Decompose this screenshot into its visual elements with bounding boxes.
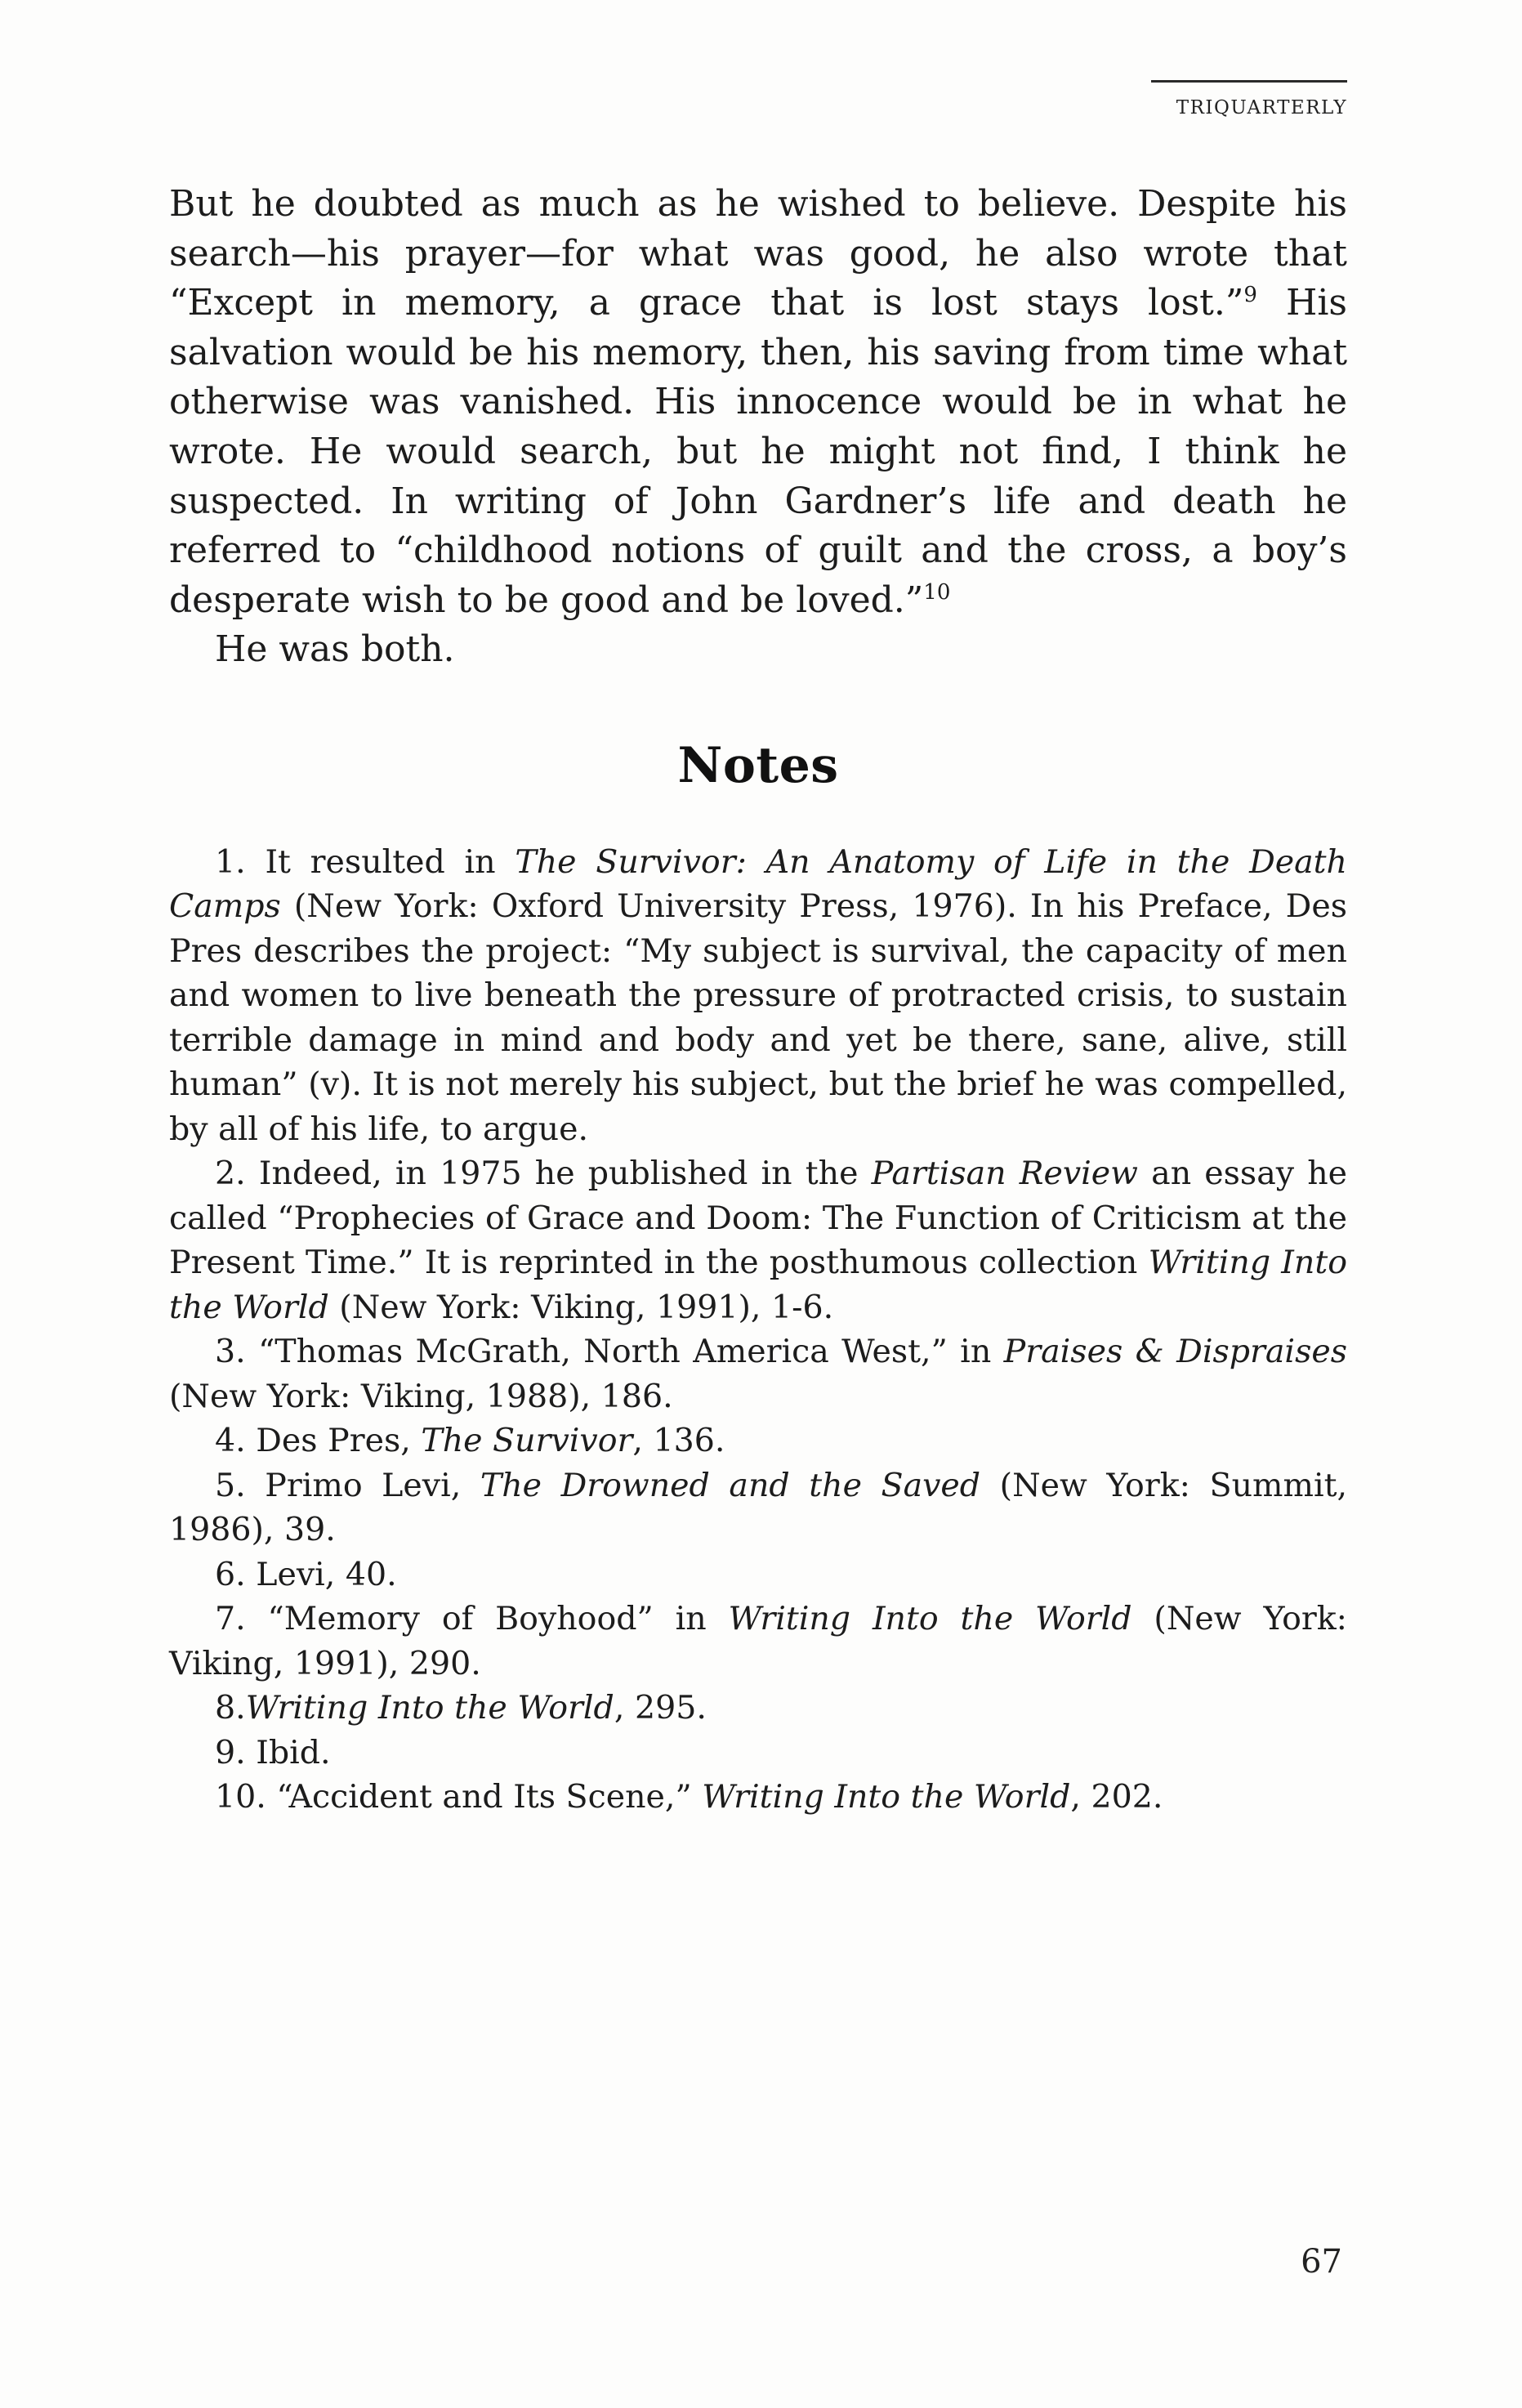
footnote-item [169,1329,1347,1418]
footnote-text: Levi, 40. [256,1555,397,1593]
page-number: 67 [1301,2243,1342,2281]
footnote-title-italic: The Survivor [421,1422,633,1460]
text-block [169,180,1347,1820]
footnote-number: 7. [215,1600,246,1638]
footnote-ref-10[interactable]: 10 [923,579,951,605]
footnote-item [169,1597,1347,1686]
footnote-text: Des Pres, [256,1422,422,1460]
footnote-text: (New York: Viking, 1991), 290. [169,1600,1347,1682]
footnote-number: 6. [215,1555,246,1593]
footnote-text: “Accident and Its Scene,” [276,1778,703,1816]
footnote-ref-9[interactable]: 9 [1243,283,1257,308]
footnote-text: , 136. [632,1422,725,1460]
footnote-text: (New York: Viking, 1988), 186. [169,1377,673,1415]
footnote-text: Indeed, in 1975 he published in the [258,1155,872,1193]
footnote-title-italic: Writing Into the World [169,1244,1348,1326]
footnote-text: (New York: Summit, 1986), 39. [169,1466,1348,1549]
footnote-number: 1. [215,842,246,881]
footnote-text: an essay he called “Prophecies of Grace and Doom: The Function of Criticism at the Present Time.” It is reprinted in the posthumous collection [169,1155,1348,1282]
footnote-text: It resulted in [265,842,516,881]
footnote-number: 2. [215,1155,246,1193]
footnote-text: , 295. [614,1689,707,1727]
body-text-part-1: But he doubted as much as he wished to believe. Despite his search—his prayer—for what was good, he also wrote that “Except in memory, a grace that is lost stays lost.” [169,183,1347,324]
body-text-part-2: His salvation would be his memory, then, his saving from time what otherwise was vanished. His innocence would be in what he wrote. He would search, but he might not find, I think he suspected. In writing of John Gardner’s life and death he referred to “childhood notions of guilt and the cross, a boy’s desperate wish to be good and be loved.” [169,282,1348,621]
footnote-text: (New York: Oxford University Press, 1976). In his Preface, Des Pres describes the project: “My subject is survival, the capacity of men and women to live beneath the pressure of protracted crisis, to sustain terrible damage in mind and body and yet be there, sane, alive, still human” (v). It is not merely his subject, but the brief he was compelled, by all of his life, to argue. [169,887,1347,1148]
footnote-item [169,1463,1347,1552]
footnote-number: 5. [215,1466,246,1504]
footnote-title-italic: Writing Into the World [702,1778,1071,1816]
footnote-text: “Memory of Boyhood” in [267,1600,729,1638]
notes-heading: Notes [677,736,839,794]
footnote-text: (New York: Viking, 1991), 1-6. [328,1288,834,1326]
footnote-text: “Thomas McGrath, North America West,” in [258,1333,1004,1371]
footnote-title-italic: Writing Into the World [245,1689,614,1727]
notes-list [169,840,1347,1820]
footnote-title-italic: The Drowned and the Saved [480,1466,981,1504]
footnote-number: 3. [215,1333,246,1371]
footnote-item [169,1552,1347,1597]
footnote-title-italic: Partisan Review [871,1155,1138,1193]
footnote-item [169,1775,1347,1820]
running-head-text: TRIQUARTERLY [1176,97,1347,118]
footnote-number: 8. [215,1689,246,1727]
footnote-text: Primo Levi, [265,1466,480,1504]
footnote-item [169,1686,1347,1731]
footnote-item [169,840,1347,1152]
footnote-title-italic: Praises & Dispraises [1003,1333,1347,1371]
footnote-item [169,1418,1347,1463]
footnote-number: 10. [215,1778,266,1816]
footnote-text: , 202. [1070,1778,1163,1816]
closing-line: He was both. [215,628,455,671]
footnote-item [169,1731,1347,1776]
footnote-title-italic: Writing Into the World [728,1600,1132,1638]
body-paragraph [169,180,1347,625]
footnote-number: 4. [215,1422,246,1460]
footnote-title-italic: The Survivor: An Anatomy of Life in the Death Camps [169,842,1347,926]
footnote-number: 9. [215,1733,246,1771]
footnote-text: Ibid. [256,1733,331,1771]
running-head [1151,80,1347,118]
footnote-item [169,1151,1347,1329]
